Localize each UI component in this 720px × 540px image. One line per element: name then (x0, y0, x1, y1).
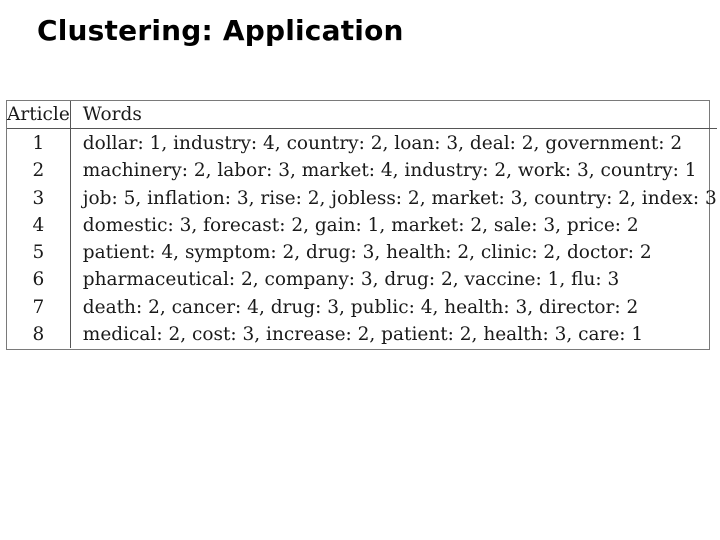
article-words-table (7, 101, 717, 348)
table-row (7, 294, 717, 321)
slide-title: Clustering: Application (37, 14, 404, 47)
article-words: domestic: 3, forecast: 2, gain: 1, market: 2, sale: 3, price: 2 (82, 214, 639, 236)
table-row (7, 157, 717, 184)
table-header-row (7, 101, 717, 129)
words-column-header: Words (70, 101, 716, 129)
article-words-table-frame (6, 100, 717, 350)
article-number: 8 (7, 321, 70, 348)
table-row (7, 185, 717, 212)
table-row (7, 129, 717, 158)
article-number: 7 (7, 294, 70, 321)
table-row (7, 212, 717, 239)
article-words: medical: 2, cost: 3, increase: 2, patient: 2, health: 3, care: 1 (82, 324, 644, 346)
article-words: patient: 4, symptom: 2, drug: 3, health: 2, clinic: 2, doctor: 2 (82, 242, 652, 264)
table-row (7, 321, 717, 348)
article-words: machinery: 2, labor: 3, market: 4, industry: 2, work: 3, country: 1 (82, 160, 697, 182)
table-row (7, 239, 717, 266)
article-words: dollar: 1, industry: 4, country: 2, loan: 3, deal: 2, government: 2 (82, 133, 683, 154)
article-words: job: 5, inflation: 3, rise: 2, jobless: 2, market: 3, country: 2, index: 3 (82, 187, 717, 209)
article-number: 5 (7, 239, 70, 266)
table-row (7, 266, 717, 293)
article-number: 2 (7, 157, 70, 184)
article-number: 3 (7, 185, 70, 212)
article-column-header: Article (7, 101, 70, 129)
article-number: 4 (7, 212, 70, 239)
article-number: 1 (7, 129, 70, 158)
article-words: pharmaceutical: 2, company: 3, drug: 2, vaccine: 1, flu: 3 (82, 269, 620, 291)
article-words: death: 2, cancer: 4, drug: 3, public: 4, health: 3, director: 2 (82, 296, 639, 318)
article-number: 6 (7, 266, 70, 293)
